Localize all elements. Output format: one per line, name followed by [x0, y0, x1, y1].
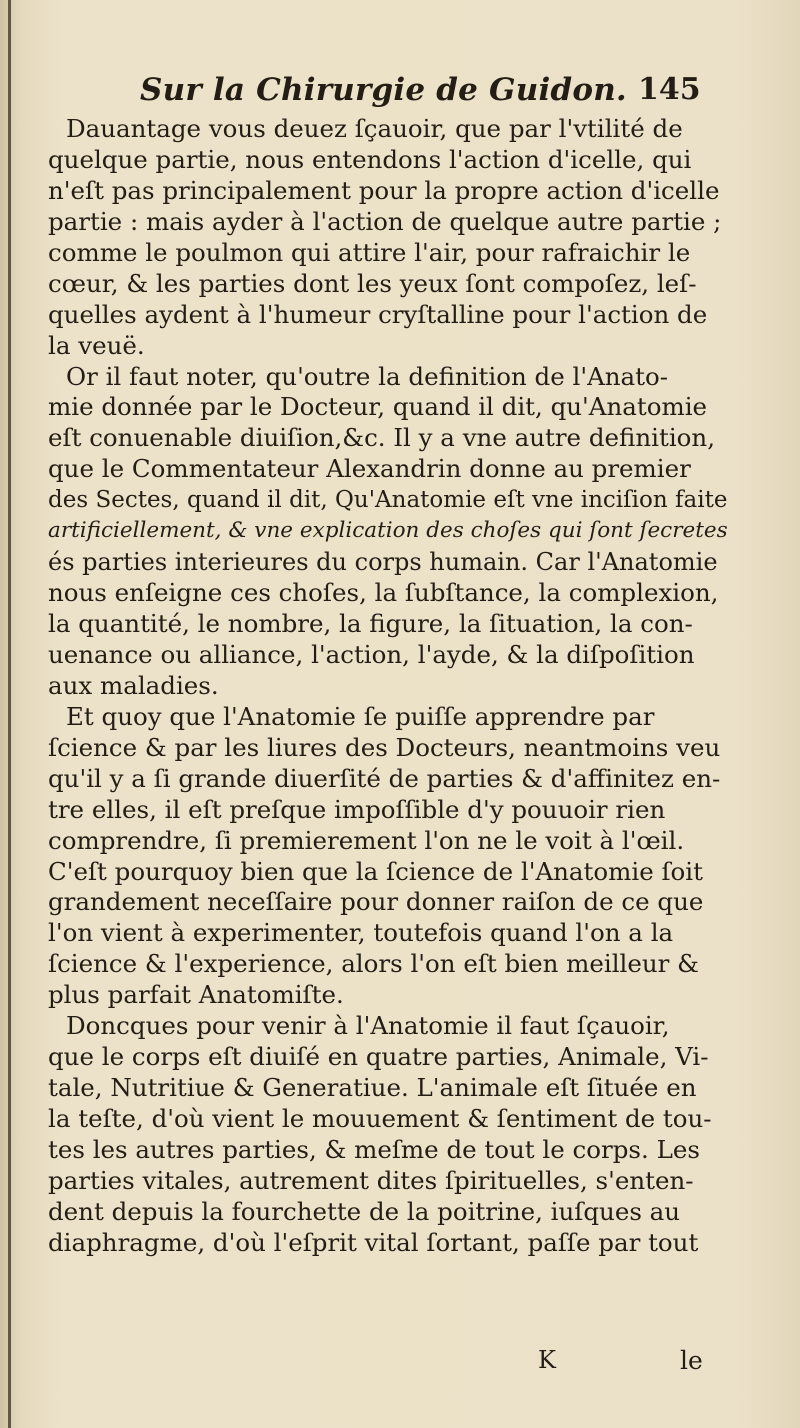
text-line: n'eſt pas principalement pour la propre action d'icelle — [48, 175, 720, 205]
text-line: tre elles, il eſt preſque impoſſible d'y pouuoir rien — [48, 794, 666, 824]
signature-mark: K — [538, 1346, 556, 1374]
text-line: Or il faut noter, qu'outre la definition de l'Anato- — [66, 361, 669, 391]
text-line: Et quoy que l'Anatomie ſe puiſſe apprendre par — [66, 701, 655, 731]
text-line: plus parfait Anatomiſte. — [48, 980, 344, 1010]
text-line: eſt conuenable diuiſion,&c. Il y a vne autre definition, — [48, 423, 715, 453]
binding-gutter-line — [8, 0, 11, 1428]
page-footer — [0, 1346, 800, 1386]
text-line: comprendre, ſi premierement l'on ne le voit à l'œil. — [48, 825, 685, 855]
text-line: quelque partie, nous entendons l'action d'icelle, qui — [48, 144, 692, 174]
text-line: cœur, & les parties dont les yeux ſont compoſez, leſ- — [48, 268, 697, 298]
text-line: és parties interieures du corps humain. Car l'Anatomie — [48, 548, 718, 577]
text-line: comme le poulmon qui attire l'air, pour rafraichir le — [48, 237, 691, 267]
text-line: ſcience & par les liures des Docteurs, neantmoins veu — [48, 732, 721, 762]
text-line: la quantité, le nombre, la figure, la ſituation, la con- — [48, 609, 693, 638]
text-line: que le corps eſt diuiſé en quatre parties, Animale, Vi- — [48, 1042, 709, 1072]
text-line: uenance ou alliance, l'action, l'ayde, & la diſpoſition — [48, 639, 695, 669]
text-line: tale, Nutritiue & Generatiue. L'animale eſt ſituée en — [48, 1073, 697, 1103]
text-line: diaphragme, d'où l'eſprit vital ſortant, paſſe par tout — [48, 1227, 699, 1257]
text-line: quelles aydent à l'humeur cryſtalline pour l'action de — [48, 299, 708, 329]
text-line: parties vitales, autrement dites ſpirituelles, s'enten- — [48, 1165, 694, 1195]
text-line: des Sectes, quand il dit, Qu'Anatomie eſt vne inciſion faite — [48, 487, 728, 514]
text-line: Doncques pour venir à l'Anatomie il faut ſçauoir, — [66, 1011, 670, 1041]
text-line: la veuë. — [48, 330, 145, 360]
text-line: artificiellement, & vne explication des choſes qui ſont ſecretes — [48, 518, 728, 544]
text-line: qu'il y a ſi grande diuerſité de parties & d'affinitez en- — [48, 763, 721, 793]
text-line: ſcience & l'experience, alors l'on eſt bien meilleur & — [48, 949, 699, 979]
page-number: 145 — [638, 72, 701, 107]
text-line: Dauantage vous deuez ſçauoir, que par l'vtilité de — [66, 114, 683, 143]
text-line: aux maladies. — [48, 670, 219, 700]
text-line: que le Commentateur Alexandrin donne au premier — [48, 454, 691, 484]
body-text — [48, 114, 728, 1259]
catchword: le — [680, 1346, 703, 1375]
text-line: la teſte, d'où vient le mouuement & ſentiment de tou- — [48, 1104, 712, 1133]
text-line: mie donnée par le Docteur, quand il dit, qu'Anatomie — [48, 392, 708, 422]
page-header — [0, 70, 800, 114]
text-line: tes les autres parties, & meſme de tout le corps. Les — [48, 1134, 700, 1164]
text-line: partie : mais ayder à l'action de quelque autre partie ; — [48, 206, 722, 236]
text-line: dent depuis la fourchette de la poitrine, iuſques au — [48, 1196, 681, 1226]
running-title: Sur la Chirurgie de Guidon. — [140, 72, 627, 108]
text-line: grandement neceſſaire pour donner raiſon de ce que — [48, 887, 704, 917]
text-line: l'on vient à experimenter, toutefois quand l'on a la — [48, 918, 674, 948]
text-line: nous enſeigne ces choſes, la ſubſtance, la complexion, — [48, 578, 719, 608]
text-line: C'eſt pourquoy bien que la ſcience de l'Anatomie ſoit — [48, 856, 703, 886]
